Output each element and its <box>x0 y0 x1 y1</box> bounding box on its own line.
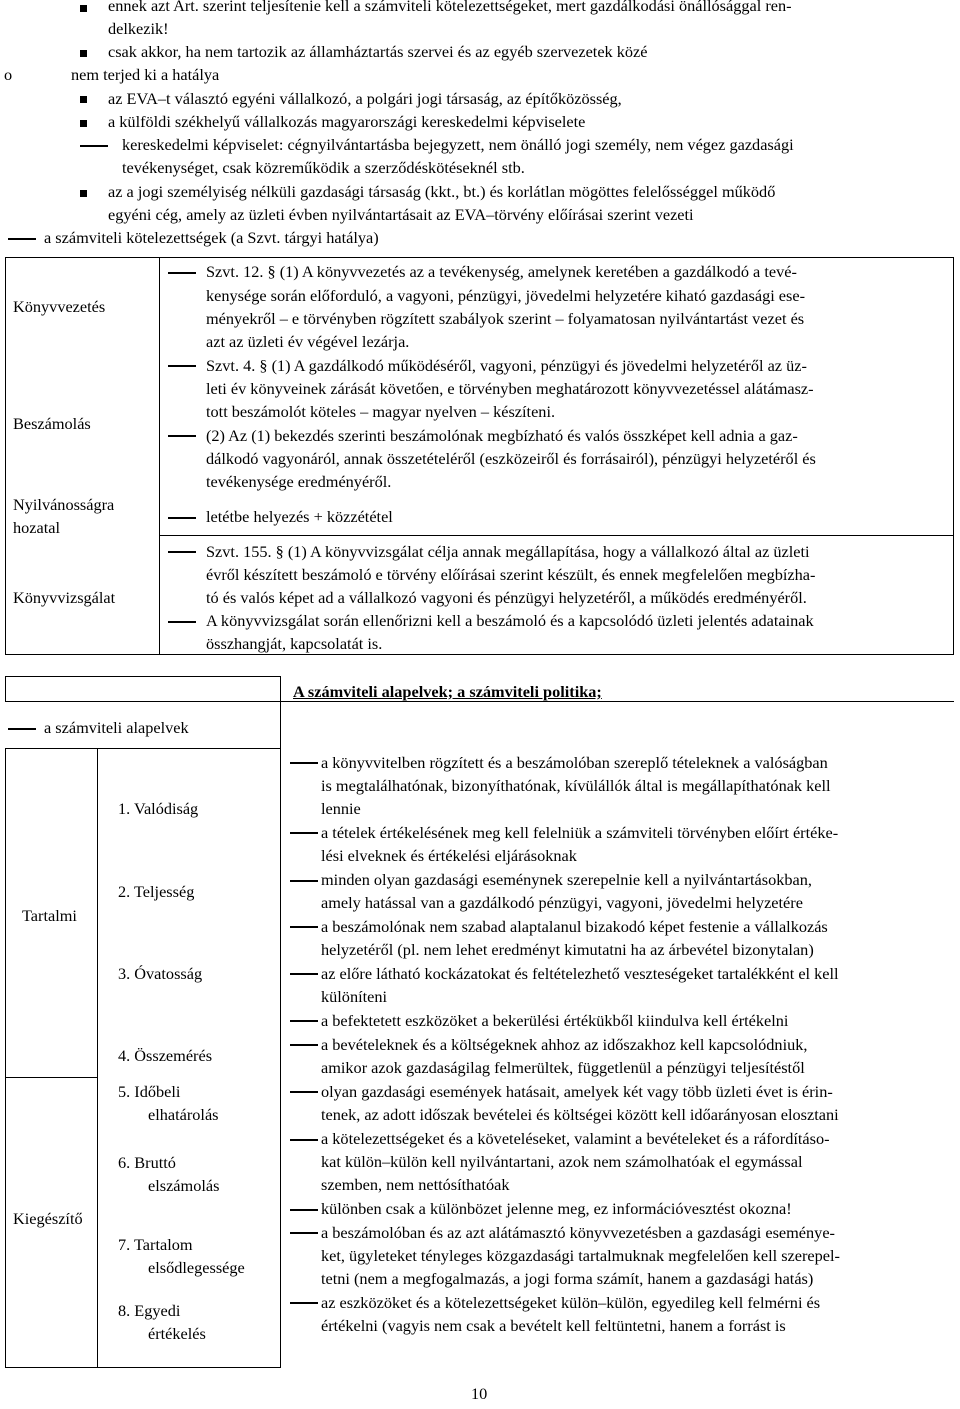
text-line: kat külön–külön kell nyilvántartani, azok nem számolhatóak el egymással <box>321 1152 803 1171</box>
text-line: helyzetéről (pl. nem lehet eredményt kimutatni ha az árbevétel bizonytalan) <box>321 940 814 959</box>
text-line: tevékenysége eredményéről. <box>206 472 392 491</box>
principle-label: elsődlegessége <box>148 1258 245 1277</box>
table-bottom-border <box>5 1367 280 1368</box>
table-divider <box>280 701 281 1368</box>
text-line: minden olyan gazdasági eseménynek szerepelnie kell a nyilvántartásokban, <box>321 870 812 889</box>
square-bullet-icon <box>80 50 87 57</box>
dash-bullet-icon <box>290 973 318 975</box>
text-line: tevékenységet, csak közreműködik a szerződéskötéseknél stb. <box>122 158 525 177</box>
row-label-nyilvanossag: Nyilvánosságra <box>13 495 115 514</box>
text-line: szemben, nem nettósíthatóak <box>321 1175 510 1194</box>
dash-bullet-icon <box>168 272 196 274</box>
text-line: lési elveknek és értékelési eljárásoknak <box>321 846 577 865</box>
text-line: ményekről – e törvényben rögzített szabályok szerint – folyamatosan nyilvántartást vezet és <box>206 309 805 328</box>
dash-bullet-icon <box>290 762 318 764</box>
text-line: olyan gazdasági események hatásait, amelyek két vagy több üzleti évet is érin- <box>321 1082 833 1101</box>
principle-label: 2. Teljesség <box>118 882 195 901</box>
text-line: delkezik! <box>108 19 169 38</box>
dash-bullet-icon <box>290 1209 318 1211</box>
heading-box-left <box>5 676 281 702</box>
dash-bullet-icon <box>290 880 318 882</box>
principle-label: 7. Tartalom <box>118 1235 193 1254</box>
square-bullet-icon <box>80 96 87 103</box>
text-line: leti év könyveinek zárását követően, e törvényben meghatározott könyvvezetéssel alátámasz- <box>206 379 814 398</box>
text-line: is megtalálhatónak, bizonyíthatónak, kívülállók által is megállapíthatónak kell <box>321 776 831 795</box>
text-line: tó és valós képet ad a vállalkozó vagyoni és pénzügyi helyzetéről, a működés eredményéről. <box>206 588 807 607</box>
square-bullet-icon <box>80 120 87 127</box>
dash-bullet-icon <box>168 621 196 623</box>
dash-bullet-icon <box>168 365 196 367</box>
text-line: ennek azt Art. szerint teljesítenie kell a számviteli kötelezettségeket, mert gazdálkodási önállósággal ren- <box>108 0 792 15</box>
text-line: lennie <box>321 799 361 818</box>
text-line: Szvt. 4. § (1) A gazdálkodó működéséről, vagyoni, pénzügyi és jövedelmi helyzetéről az üz- <box>206 356 807 375</box>
section-heading: A számviteli alapelvek; a számviteli politika; <box>293 682 602 701</box>
text-line: a számviteli kötelezettségek (a Szvt. tárgyi hatálya) <box>44 228 379 247</box>
text-line: a kötelezettségeket és a követeléseket, valamint a bevételeket és a ráfordításo- <box>321 1129 830 1148</box>
dash-bullet-icon <box>290 832 318 834</box>
row-label-konyvvezetes: Könyvvezetés <box>13 297 106 316</box>
dash-bullet-icon <box>8 728 36 730</box>
row-label-nyilvanossag: hozatal <box>13 518 61 537</box>
dash-bullet-icon <box>290 1302 318 1304</box>
dash-bullet-icon <box>290 1020 318 1022</box>
principle-label: 6. Bruttó <box>118 1153 176 1172</box>
text-line: azt az üzleti év végével lezárja. <box>206 332 410 351</box>
row-label-beszamolas: Beszámolás <box>13 414 91 433</box>
text-line: kenysége során előforduló, a vagyoni, pénzügyi, jövedelmi helyzetére kiható gazdasági ese- <box>206 286 806 305</box>
text-line: az a jogi személyiség nélküli gazdasági társaság (kkt., bt.) és korlátlan mögöttes felelősséggel működő <box>108 182 776 201</box>
text-line: a tételek értékelésének meg kell felelniük a számviteli törvényben előírt értéke- <box>321 823 839 842</box>
principle-label: 3. Óvatosság <box>118 964 203 983</box>
text-line: a külföldi székhelyű vállalkozás magyarországi kereskedelmi képviselete <box>108 112 586 131</box>
table-left-border <box>5 748 6 1368</box>
text-line: Szvt. 12. § (1) A könyvvezetés az a tevékenység, amelynek keretében a gazdálkodó a tevé- <box>206 262 797 281</box>
text-line: A könyvvizsgálat során ellenőrizni kell a beszámoló és a kapcsolódó üzleti jelentés adatainak <box>206 611 814 630</box>
text-line: az előre látható kockázatokat és feltételezhető veszteségeket tartalékként el kell <box>321 964 839 983</box>
row-divider <box>159 535 954 536</box>
dash-bullet-icon <box>168 517 196 519</box>
text-line: csak akkor, ha nem tartozik az államháztartás szervei és az egyéb szervezetek közé <box>108 42 648 61</box>
row-label-konyvvizsgalat: Könyvvizsgálat <box>13 588 116 607</box>
text-line: összhangját, kapcsolatát is. <box>206 634 383 653</box>
text-line: amikor azok gazdaságilag felmerültek, függetlenül a pénzügyi teljesítéstől <box>321 1058 805 1077</box>
text-line: egyéni cég, amely az üzleti évben nyilvántartásait az EVA–törvény előírásai szerint vezeti <box>108 205 694 224</box>
text-line: a beszámolóban és az azt alátámasztó könyvvezetésben a gazdasági eseménye- <box>321 1223 835 1242</box>
principle-label: 4. Összemérés <box>118 1046 213 1065</box>
table-divider <box>97 748 98 1368</box>
principle-label: elszámolás <box>148 1176 220 1195</box>
text-line: (2) Az (1) bekezdés szerinti beszámolónak megbízható és valós összképet kell adnia a gaz- <box>206 426 798 445</box>
text-line: az EVA–t választó egyéni vállalkozó, a polgári jogi társaság, az építőközösség, <box>108 89 622 108</box>
dash-bullet-icon <box>290 1232 318 1234</box>
text-line: a bevételeknek és a költségeknek ahhoz az időszakhoz kell kapcsolódniuk, <box>321 1035 808 1054</box>
page-number: 10 <box>471 1384 488 1403</box>
text-line: dálkodó vagyonáról, annak összetételéről (eszközeiről és forrásairól), pénzügyi helyzetéről és <box>206 449 816 468</box>
dash-bullet-icon <box>8 238 36 240</box>
dash-bullet-icon <box>290 1044 318 1046</box>
heading-rule <box>281 701 954 702</box>
dash-bullet-icon <box>290 926 318 928</box>
text-line: értékelni (vagyis nem csak a bevételt kell feltüntetni, hanem a forrást is <box>321 1316 786 1335</box>
text-line: tott beszámolót köteles – magyar nyelven – készíteni. <box>206 402 556 421</box>
dash-bullet-icon <box>290 1139 318 1141</box>
group-label-kiegeszito: Kiegészítő <box>13 1209 83 1228</box>
dash-bullet-icon <box>168 551 196 553</box>
text-line: kereskedelmi képviselet: cégnyilvántartásba bejegyzett, nem önálló jogi személy, nem végez gazdasági <box>122 135 794 154</box>
square-bullet-icon <box>80 190 87 197</box>
text-line: különben csak a különbözet jelenne meg, ez információvesztést okozna! <box>321 1199 792 1218</box>
text-line: az eszközöket és a kötelezettségeket külön–külön, egyedileg kell felmérni és <box>321 1293 821 1312</box>
circle-bullet-icon: o <box>4 65 13 84</box>
text-line: a befektetett eszközöket a bekerülési értékükből kiindulva kell értékelni <box>321 1011 789 1030</box>
dash-bullet-icon <box>80 145 108 147</box>
text-line: tetni (nem a megfogalmazás, a jogi forma számít, hanem a gazdasági hatás) <box>321 1269 814 1288</box>
group-label-tartalmi: Tartalmi <box>22 906 77 925</box>
alapelvek-label: a számviteli alapelvek <box>44 718 189 737</box>
text-line: letétbe helyezés + közzététel <box>206 507 393 526</box>
principle-label: 8. Egyedi <box>118 1301 181 1320</box>
group-divider <box>5 1077 97 1078</box>
principle-label: értékelés <box>148 1324 206 1343</box>
text-line: a könyvvitelben rögzített és a beszámolóban szereplő tételeknek a valóságban <box>321 753 828 772</box>
text-line: tenek, az adott időszak bevételei és költségei között kell időarányosan elosztani <box>321 1105 839 1124</box>
dash-bullet-icon <box>168 435 196 437</box>
text-line: nem terjed ki a hatálya <box>71 65 220 84</box>
text-line: a beszámolónak nem szabad alaptalanul bizakodó képet festenie a vállalkozás <box>321 917 828 936</box>
table-divider <box>159 257 160 655</box>
table-top-border <box>5 748 280 749</box>
text-line: amely hatással van a gazdálkodó pénzügyi, vagyoni, jövedelmi helyzetére <box>321 893 803 912</box>
principle-label: 1. Valódiság <box>118 799 199 818</box>
text-line: évről készített beszámoló e törvény előírásai szerint készült, és ennek megfelelően megbízha- <box>206 565 816 584</box>
principle-label: elhatárolás <box>148 1105 219 1124</box>
text-line: különíteni <box>321 987 388 1006</box>
dash-bullet-icon <box>290 1091 318 1093</box>
text-line: Szvt. 155. § (1) A könyvvizsgálat célja annak megállapítása, hogy a vállalkozó által az üzleti <box>206 542 810 561</box>
principle-label: 5. Időbeli <box>118 1082 181 1101</box>
text-line: ket, ügyleteket tényleges közgazdasági tartalmuknak megfelelően kell szerepel- <box>321 1246 840 1265</box>
square-bullet-icon <box>80 5 87 12</box>
